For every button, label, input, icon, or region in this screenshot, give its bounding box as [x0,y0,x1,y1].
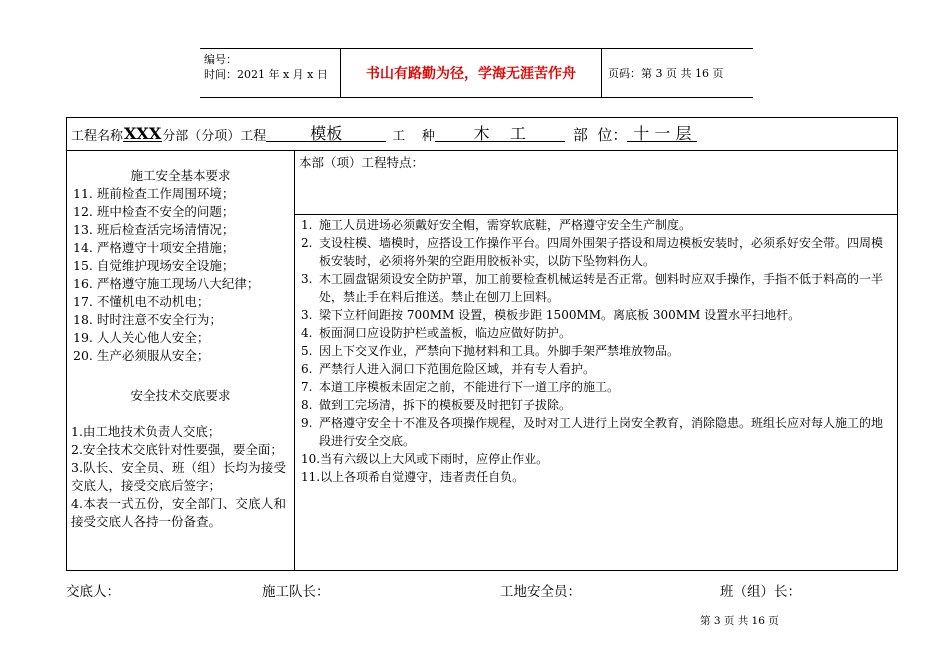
item-number: 3. [301,272,313,286]
tech-item: 4.本表一式五份，安全部门、交底人和接受交底人各持一份备查。 [71,496,286,529]
item-number: 6. [301,362,313,376]
item-text: 梁下立杆间距按 700MM 设置，模板步距 1500MM。离底板 300MM 设置水平扫地杆。 [319,308,801,322]
location-label: 部 位： [572,125,628,144]
list-item [301,324,891,342]
list-item [301,414,891,450]
list-item [301,396,891,414]
header-page-number: 页码：第 3 页 共 16 页 [608,67,724,80]
list-item [301,342,891,360]
basic-item: 17. 不懂机电不动机电； [73,294,210,309]
list-item [301,360,891,378]
tech-item: 3.队长、安全员、班（组）长均为接受交底人，接受交底后签字； [71,460,286,493]
disclosure-table [66,117,898,571]
basic-item: 14. 严格遵守十项安全措施； [73,240,235,255]
discloser-signature-label: 交底人： [66,584,120,600]
motto: 书山有路勤为径，学海无涯苦作舟 [340,49,602,97]
tech-item: 1.由工地技术负责人交底； [71,424,221,439]
item-text: 木工圆盘锯须设安全防护罩，加工前要检查机械运转是否正常。刨料时应双手操作，手指不低于料高的一半处，禁止手在料后推送。禁止在刨刀上回料。 [319,272,884,304]
document-header [200,48,753,98]
item-number: 8. [301,398,313,412]
project-features-cell [295,151,897,215]
item-number: 5. [301,344,313,358]
safety-officer-signature-label: 工地安全员： [500,584,581,600]
time-label: 时间：2021 年 x 月 x 日 [204,68,328,81]
basic-requirements-title: 施工安全基本要求 [130,168,231,183]
item-text: 做到工完场清，拆下的模板要及时把钉子拔除。 [319,398,572,412]
item-text: 严禁行人进入洞口下范围危险区域，并有专人看护。 [319,362,596,376]
item-text: 严格遵守安全十不准及各项操作规程，及时对工人进行上岗安全教育，消除隐患。班组长应对每人施工的地段进行安全交底。 [319,416,884,448]
project-name-value: XXX [124,124,162,143]
list-item [301,270,891,306]
item-text: 因上下交叉作业，严禁向下抛材料和工具。外脚手架严禁堆放物品。 [319,344,680,358]
item-text: 板面洞口应设防护栏或盖板，临边应做好防护。 [319,326,572,340]
number-label: 编号： [204,53,237,66]
item-number: 3. [301,308,313,322]
project-name-label: 工程名称 [71,128,124,144]
item-number: 9. [301,416,313,430]
basic-item: 20. 生产必须服从安全； [73,348,210,363]
list-item [301,234,891,270]
header-meta [200,49,340,97]
basic-item: 13. 班后检查活完场清情况； [73,222,235,237]
features-label: 本部（项）工程特点： [299,155,425,170]
list-item [301,450,891,468]
basic-item: 15. 自觉维护现场安全设施； [73,258,235,273]
part-label: 分部（分项）工程 [162,128,267,144]
item-number: 7. [301,380,313,394]
basic-item: 11. 班前检查工作周围环境； [73,186,235,201]
list-item [301,306,891,324]
item-number: 10. [301,452,321,466]
item-number: 4. [301,326,313,340]
list-item [301,468,891,486]
trade-value: 木 工 [435,126,565,142]
team-leader-signature-label: 施工队长： [262,584,330,600]
basic-item: 16. 严格遵守施工现场八大纪律； [73,276,260,291]
basic-item: 18. 时时注意不安全行为； [73,312,222,327]
project-info-row [67,118,897,151]
basic-item: 19. 人人关心他人安全； [73,330,210,345]
group-leader-signature-label: 班（组）长： [720,584,801,600]
basic-item: 12. 班中检查不安全的问题； [73,204,235,219]
footer-page-number: 第 3 页 共 16 页 [700,615,779,627]
trade-label: 工 种 [392,128,435,144]
item-number: 2. [301,236,313,250]
item-number: 1. [301,218,313,232]
item-text: 本道工序模板未固定之前，不能进行下一道工序的施工。 [319,380,620,394]
item-text: 施工人员进场必须戴好安全帽，需穿软底鞋，严格遵守安全生产制度。 [319,218,692,232]
requirements-list [295,215,897,570]
item-text: 支设柱模、墙模时，应搭设工作操作平台。四周外围架子搭设和周边模板安装时，必须系好安全带。四周模板安装时，必须将外架的空距用胶板补实，以防下坠物料伤人。 [319,236,884,268]
item-text: 以上各项希自觉遵守，违者责任自负。 [320,470,525,484]
list-item [301,216,891,234]
location-value: 十 一 层 [627,126,697,142]
list-item [301,378,891,396]
part-value: 模板 [266,126,386,142]
item-text: 当有六级以上大风或下雨时，应停止作业。 [320,452,549,466]
item-number: 11. [301,470,321,484]
tech-item: 2.安全技术交底针对性要强，要全面； [71,442,283,457]
requirements-sidebar [67,151,295,570]
tech-requirements-title: 安全技术交底要求 [130,388,231,403]
